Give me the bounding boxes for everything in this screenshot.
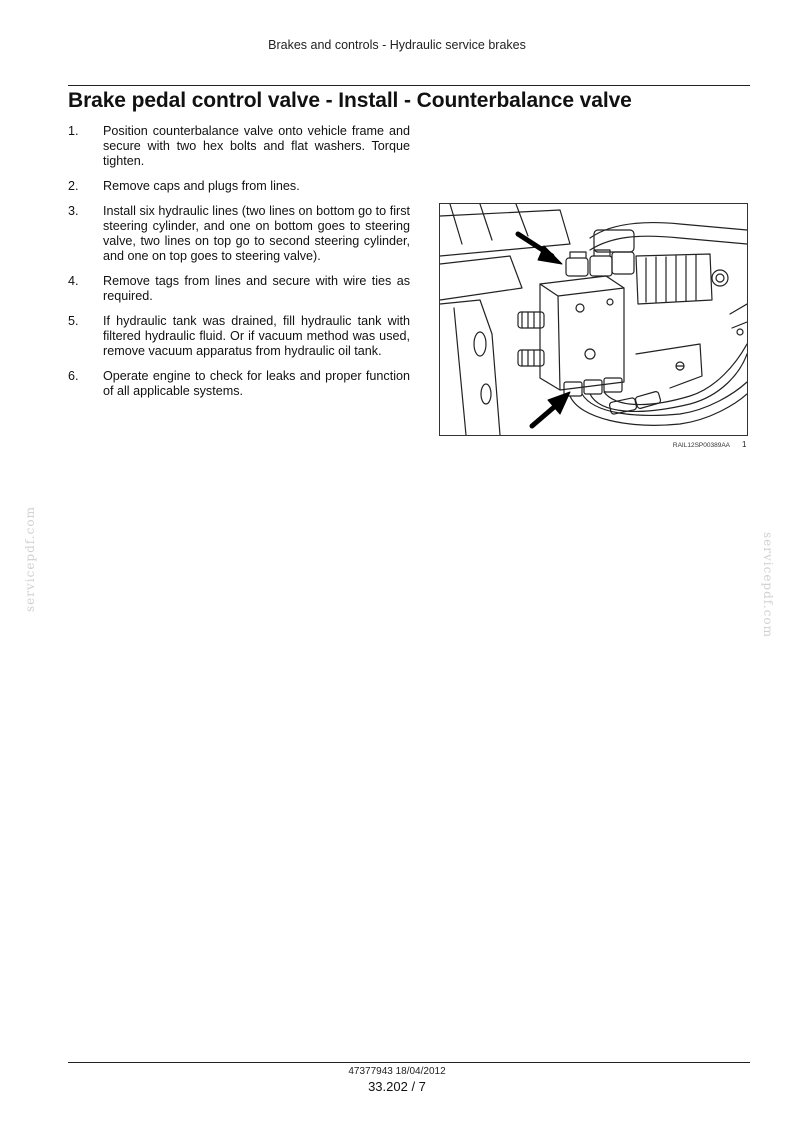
step-item: [68, 369, 410, 399]
page-number: 33.202 / 7: [368, 1079, 426, 1094]
step-item: [68, 274, 410, 304]
step-number: 6.: [68, 369, 79, 383]
step-number: 5.: [68, 314, 79, 328]
step-text: If hydraulic tank was drained, fill hydraulic tank with filtered hydraulic fluid. Or if vacuum method was used, remove vacuum apparatus from hydraulic oil tank.: [103, 314, 410, 358]
running-header: Brakes and controls - Hydraulic service brakes: [268, 38, 526, 52]
step-number: 1.: [68, 124, 79, 138]
frame-rail: [440, 256, 522, 300]
steering-cylinder: [636, 254, 712, 304]
step-item: [68, 314, 410, 359]
step-item: [68, 179, 410, 194]
header-rule: [68, 85, 750, 86]
fitting: [594, 230, 634, 252]
footer-rule: [68, 1062, 750, 1063]
step-number: 4.: [68, 274, 79, 288]
frame-rail: [440, 210, 570, 256]
step-text: Install six hydraulic lines (two lines on bottom go to first steering cylinder, and one on bottom goes to steering valve, two lines on top go to second steering cylinder, and one on top goes to steering valve).: [103, 204, 410, 263]
valve-illustration: [439, 203, 748, 436]
step-number: 3.: [68, 204, 79, 218]
step-text: Position counterbalance valve onto vehicle frame and secure with two hex bolts and flat washers. Torque tighten.: [103, 124, 410, 168]
hex-bolt: [712, 270, 728, 286]
watermark-right: servicepdf.com: [761, 532, 775, 638]
fitting: [566, 258, 588, 276]
document-id: 47377943 18/04/2012: [348, 1066, 446, 1077]
procedure-steps: [68, 124, 410, 409]
step-text: Operate engine to check for leaks and proper function of all applicable systems.: [103, 369, 410, 398]
step-item: [68, 204, 410, 264]
frame-member: [440, 300, 500, 435]
figure-number: 1: [742, 440, 747, 449]
section-title: Brake pedal control valve - Install - Counterbalance valve: [68, 89, 632, 112]
counterbalance-valve-drawing: [440, 204, 747, 435]
step-number: 2.: [68, 179, 79, 193]
figure-reference-code: RAIL12SP00389AA: [672, 442, 730, 449]
step-text: Remove tags from lines and secure with wire ties as required.: [103, 274, 410, 303]
step-text: Remove caps and plugs from lines.: [103, 179, 300, 193]
step-item: [68, 124, 410, 169]
watermark-left: servicepdf.com: [23, 506, 37, 612]
